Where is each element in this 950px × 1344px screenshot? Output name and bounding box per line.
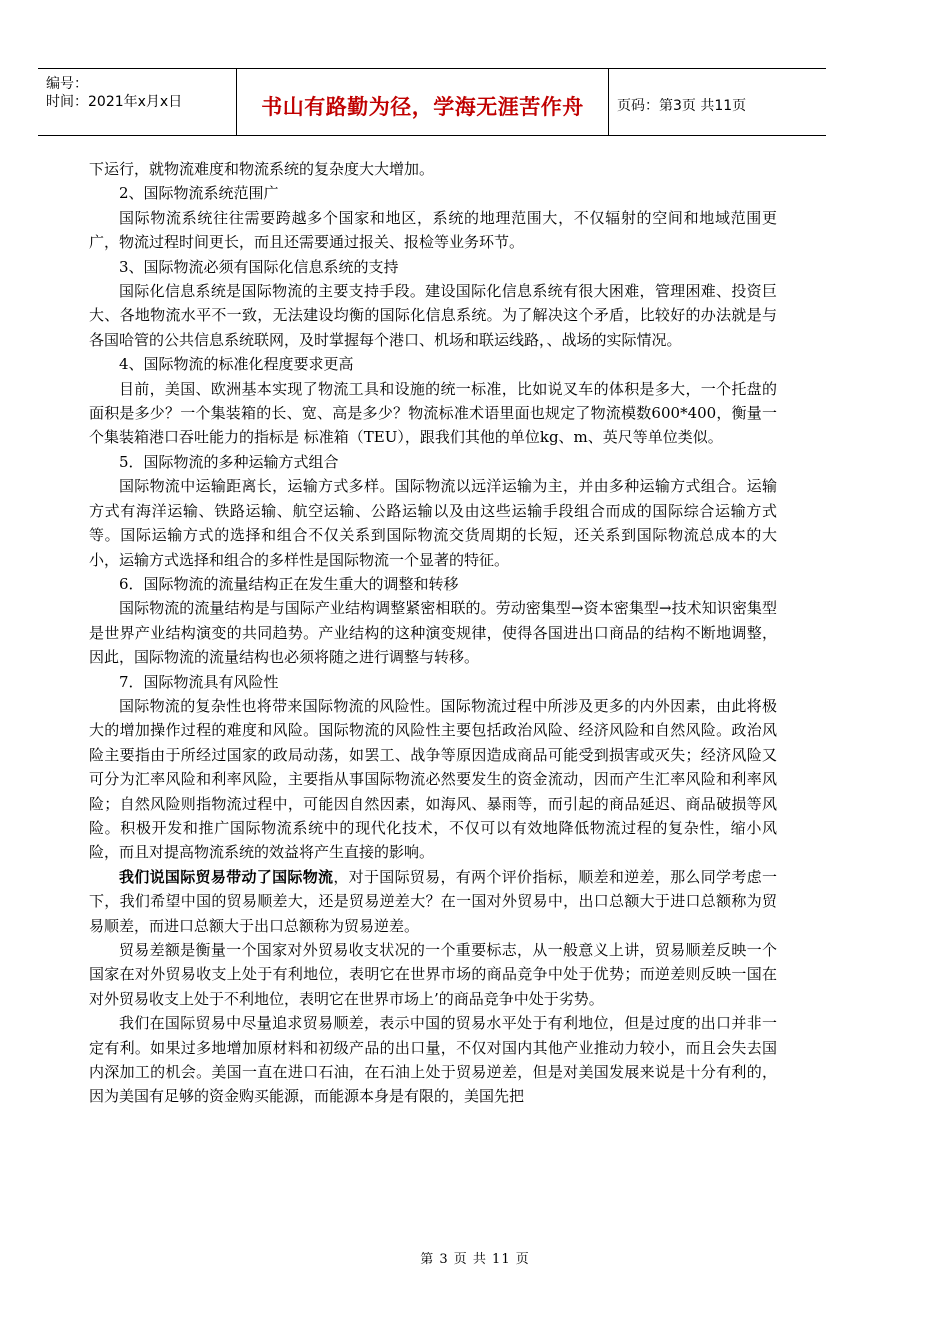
- header-motto-cell: [237, 69, 609, 135]
- section-heading: 7．国际物流具有风险性: [119, 672, 279, 691]
- section-heading: 2、国际物流系统范围广: [119, 184, 279, 203]
- body-paragraph: 目前，美国、欧洲基本实现了物流工具和设施的统一标准，比如说叉车的体积是多大，一个托盘的面积是多少？一个集装箱的长、宽、高是多少？物流标准术语里面也规定了物流模数600*400，衡量一个集装箱港口吞吐能力的指标是 标准箱（TEU），跟我们其他的单位kg、m、英尺等单位类似。: [89, 379, 777, 447]
- section-heading: 3、国际物流必须有国际化信息系统的支持: [119, 257, 399, 276]
- section-heading: 6．国际物流的流量结构正在发生重大的调整和转移: [119, 574, 459, 593]
- body-paragraph: 国际物流系统往往需要跨越多个国家和地区，系统的地理范围大，不仅辐射的空间和地域范围更广，物流过程时间更长，而且还需要通过报关、报检等业务环节。: [89, 208, 777, 252]
- body-paragraph: 国际化信息系统是国际物流的主要支持手段。建设国际化信息系统有很大困难，管理困难、投资巨大、各地物流水平不一致，无法建设均衡的国际化信息系统。为了解决这个矛盾，比较好的办法就是与各国哈管的公共信息系统联网，及时掌握每个港口、机场和联运线路，、战场的实际情况。: [89, 282, 777, 349]
- body-paragraph: 国际物流的流量结构是与国际产业结构调整紧密相联的。劳动密集型→资本密集型→技术知识密集型是世界产业结构演变的共同趋势。产业结构的这种演变规律，使得各国进出口商品的结构不断地调整，因此，国际物流的流量结构也必须将随之进行调整与转移。: [89, 599, 777, 667]
- page-header: [38, 68, 826, 136]
- body-paragraph: 贸易差额是衡量一个国家对外贸易收支状况的一个重要标志，从一般意义上讲，贸易顺差反映一个国家在对外贸易收支上处于有利地位，表明它在世界市场的商品竞争中处于优势；而逆差则反映一国在对外贸易收支上处于不利地位，表明它在世界市场上’的商品竞争中处于劣势。: [89, 941, 777, 1008]
- emphasis-paragraph: [89, 865, 777, 938]
- page-footer: 第 3 页 共 11 页: [420, 1252, 530, 1267]
- body-paragraph: 下运行，就物流难度和物流系统的复杂度大大增加。: [89, 160, 435, 178]
- header-info-cell: [38, 69, 237, 135]
- header-page-cell: [609, 69, 826, 135]
- body-paragraph: 我们在国际贸易中尽量追求贸易顺差，表示中国的贸易水平处于有利地位，但是过度的出口并非一定有利。如果过多地增加原材料和初级产品的出口量，不仅对国内其他产业推动力较小，而且会失去国内深加工的机会。美国一直在进口石油，在石油上处于贸易逆差，但是对美国发展来说是十分有利的，因为美国有足够的资金购买能源，而能源本身是有限的，美国先把: [89, 1014, 777, 1106]
- document-body: [89, 157, 777, 1109]
- bold-lead-text: 我们说国际贸易带动了国际物流: [119, 867, 334, 886]
- emphasis-rest-text: ，对于国际贸易，有两个评价指标，顺差和逆差，那么同学考虑一下，我们希望中国的贸易顺差大，还是贸易逆差大？在一国对外贸易中，出口总额大于进口总额称为贸易顺差，而进口总额大于出口总额称为贸易逆差。: [89, 867, 777, 935]
- document-number-label: 编号：: [46, 76, 88, 92]
- section-heading: 5．国际物流的多种运输方式组合: [119, 452, 339, 471]
- body-paragraph: 国际物流的复杂性也将带来国际物流的风险性。国际物流过程中所涉及更多的内外因素，由此将极大的增加操作过程的难度和风险。国际物流的风险性主要包括政治风险、经济风险和自然风险。政治风险主要指由于所经过国家的政局动荡，如罢工、战争等原因造成商品可能受到损害或灭失；经济风险又可分为汇率风险和利率风险，主要指从事国际物流必然要发生的资金流动，因而产生汇率风险和利率风险；自然风险则指物流过程中，可能因自然因素，如海风、暴雨等，而引起的商品延迟、商品破损等风险。积极开发和推广国际物流系统中的现代化技术，不仅可以有效地降低物流过程的复杂性，缩小风险，而且对提高物流系统的效益将产生直接的影响。: [89, 696, 777, 862]
- body-paragraph: 国际物流中运输距离长，运输方式多样。国际物流以远洋运输为主，并由多种运输方式组合。运输方式有海洋运输、铁路运输、航空运输、公路运输以及由这些运输手段组合而成的国际综合运输方式等。国际运输方式的选择和组合不仅关系到国际物流交货周期的长短，还关系到国际物流总成本的大小，运输方式选择和组合的多样性是国际物流一个显著的特征。: [89, 477, 777, 569]
- section-heading: 4、国际物流的标准化程度要求更高: [119, 355, 354, 374]
- header-page-number: 页码：第3页 共11页: [617, 98, 747, 114]
- document-time-label: 时间：2021年x月x日: [46, 94, 183, 110]
- header-motto: 书山有路勤为径，学海无涯苦作舟: [261, 95, 584, 119]
